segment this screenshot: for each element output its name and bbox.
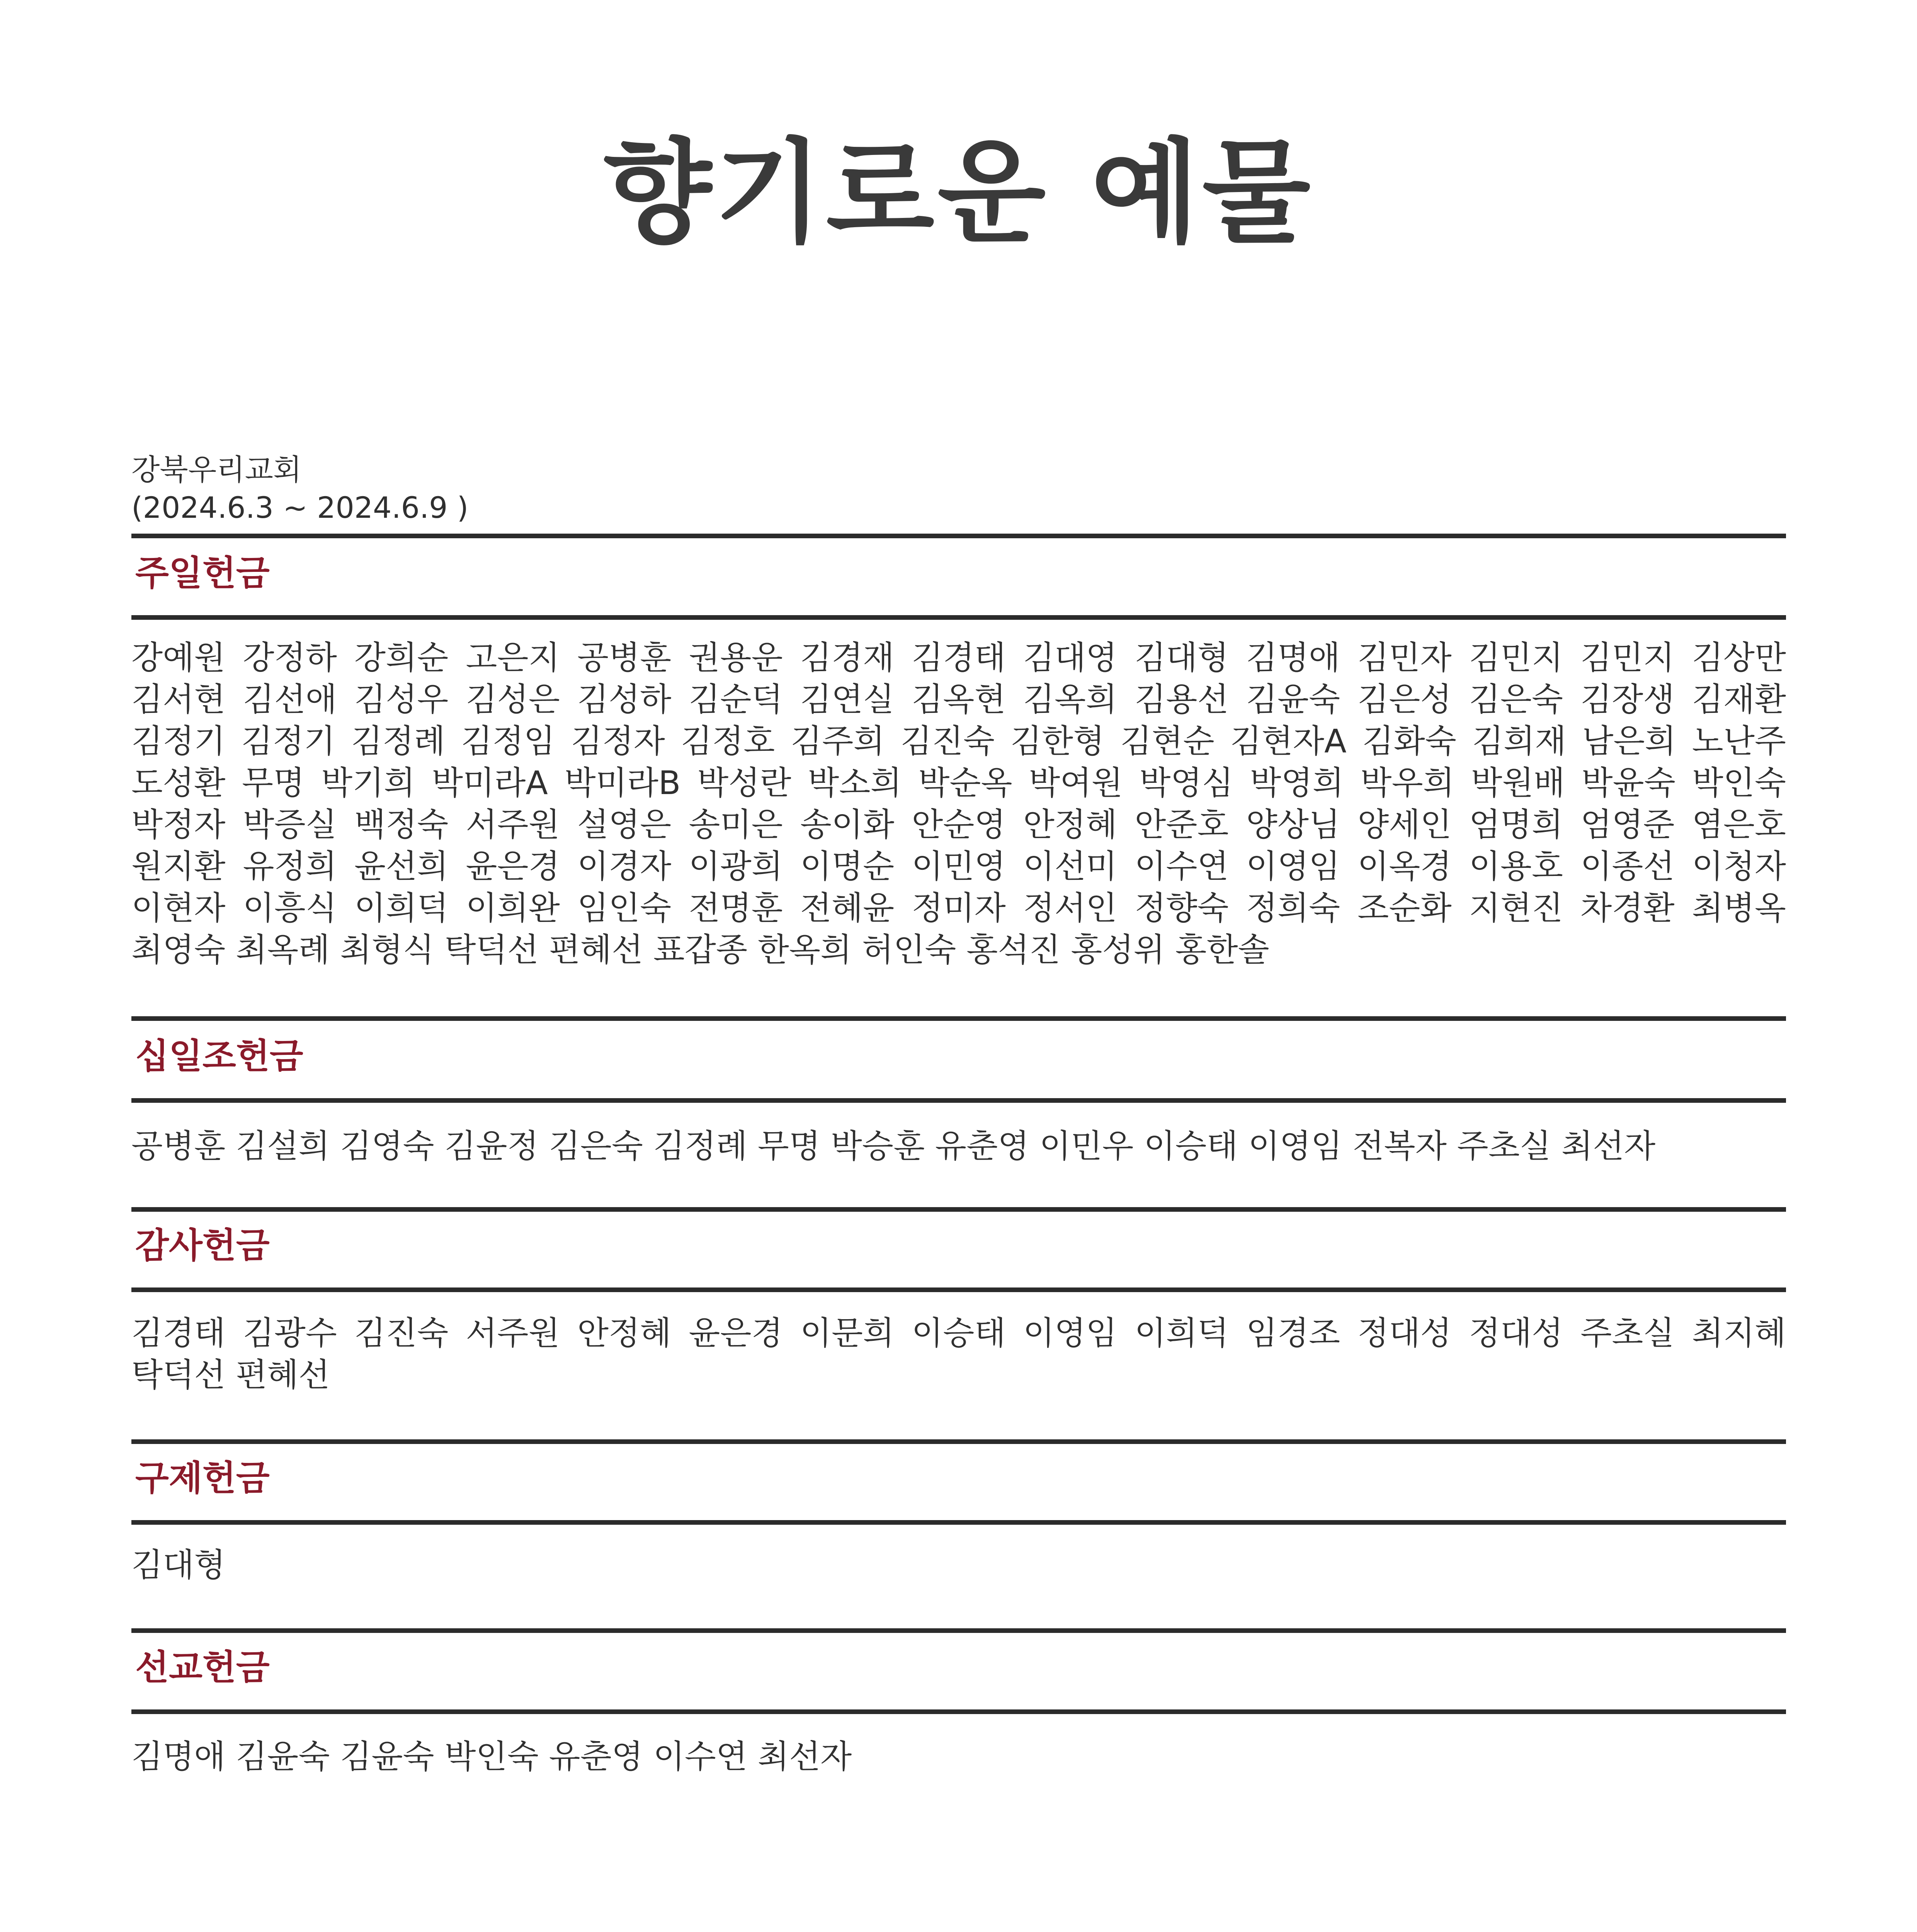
divider [131, 615, 1786, 620]
divider [131, 1520, 1786, 1525]
donor-list-tithe: 공병훈 김설희 김영숙 김윤정 김은숙 김정례 무명 박승훈 유춘영 이민우 이승태 이영임 전복자 주초실 최선자 [131, 1127, 1656, 1165]
section-heading-sunday: 주일헌금 [135, 553, 270, 594]
section-heading-tithe: 십일조헌금 [135, 1036, 303, 1077]
divider [131, 1287, 1786, 1292]
divider [131, 1207, 1786, 1212]
donor-list-relief: 김대형 [131, 1546, 226, 1584]
divider [131, 1628, 1786, 1633]
section-heading-relief: 구제헌금 [135, 1458, 270, 1498]
divider [131, 1016, 1786, 1021]
donor-list-mission: 김명애 김윤숙 김윤숙 박인숙 유춘영 이수연 최선자 [131, 1738, 852, 1776]
date-range: (2024.6.3 ~ 2024.6.9 ) [131, 490, 469, 525]
divider [131, 1098, 1786, 1103]
divider [131, 1709, 1786, 1714]
section-heading-mission: 선교헌금 [135, 1647, 270, 1688]
divider [131, 534, 1786, 538]
page-title: 향기로운 예물 [603, 128, 1314, 258]
church-name: 강북우리교회 [131, 452, 302, 487]
divider [131, 1439, 1786, 1444]
donor-list-thanks: 김경태 김광수 김진숙 서주원 안정혜 윤은경 이문희 이승태 이영임 이희덕 임경조 정대성 정대성 주초실 최지혜 탁덕선 편혜선 [131, 1314, 1786, 1394]
section-heading-thanks: 감사헌금 [135, 1225, 270, 1266]
donor-list-sunday: 강예원 강정하 강희순 고은지 공병훈 권용운 김경재 김경태 김대영 김대형 김명애 김민자 김민지 김민지 김상만 김서현 김선애 김성우 김성은 김성하 김순덕 김연실 김옥현 김옥희 김용선 김윤숙 김은성 김은숙 김장생 김재환 김정기 김정기 김정례 김정임 김정자 김정호 김주희 김진숙 김한형 김현순 김현자A 김화숙 김희재 남은희 노난주 도성환 무명 박기희 박미라A 박미라B 박성란 박소희 박순옥 박여원 박영심 박영희 박우희 박원배 박윤숙 박인숙 박정자 박증실 백정숙 서주원 설영은 송미은 송이화 안순영 안정혜 안준호 양상님 양세인 엄명희 엄영준 염은호 원지환 유정희 윤선희 윤은경 이경자 이광희 이명순 이민영 이선미 이수연 이영임 이옥경 이용호 이종선 이청자 이현자 이흥식 이희덕 이희완 임인숙 전명훈 전혜윤 정미자 정서인 정향숙 정희숙 조순화 지현진 차경환 최병옥 최영숙 최옥례 최형식 탁덕선 편혜선 표갑종 한옥희 허인숙 홍석진 홍성위 홍한솔 [131, 639, 1786, 969]
